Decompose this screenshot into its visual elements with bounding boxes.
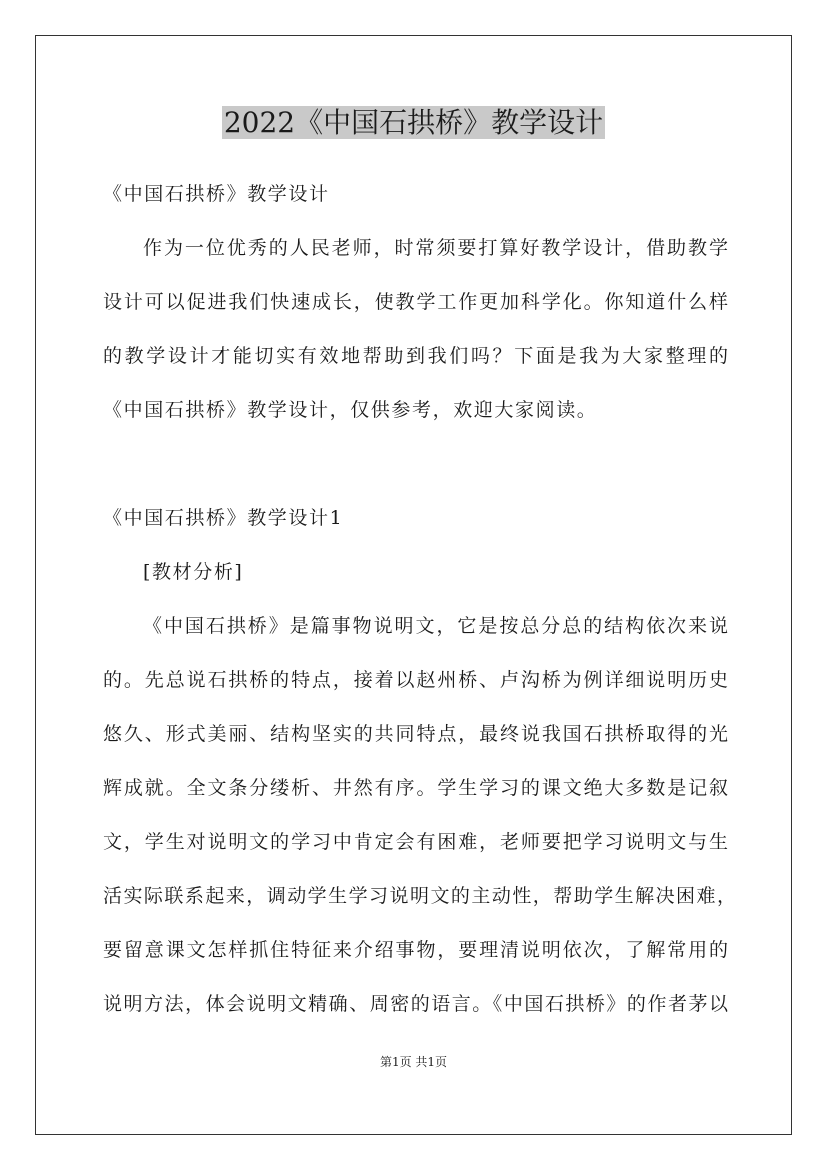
body-line-7: 要留意课文怎样抓住特征来介绍事物，要理清说明依次，了解常用的 (103, 939, 728, 961)
body-line-4: 辉成就。全文条分缕析、井然有序。学生学习的课文绝大多数是记叙 (103, 777, 728, 799)
body-line-2: 的。先总说石拱桥的特点，接着以赵州桥、卢沟桥为例详细说明历史 (103, 669, 728, 691)
intro-line-3: 的教学设计才能切实有效地帮助到我们吗？下面是我为大家整理的 (103, 345, 728, 367)
body-line-6: 活实际联系起来，调动学生学习说明文的主动性，帮助学生解决困难， (103, 885, 736, 907)
body-line-5: 文，学生对说明文的学习中肯定会有困难，老师要把学习说明文与生 (103, 831, 728, 853)
subsection-heading: [教材分析] (143, 561, 244, 583)
section-title: 《中国石拱桥》教学设计1 (103, 507, 344, 529)
document-title: 2022《中国石拱桥》教学设计 (223, 106, 604, 139)
intro-line-4: 《中国石拱桥》教学设计，仅供参考，欢迎大家阅读。 (103, 399, 598, 421)
page-footer: 第1页 共1页 (379, 1055, 448, 1069)
body-line-3: 悠久、形式美丽、结构坚实的共同特点，最终说我国石拱桥取得的光 (103, 723, 728, 745)
body-line-1: 《中国石拱桥》是篇事物说明文，它是按总分总的结构依次来说 (143, 615, 728, 637)
intro-line-1: 作为一位优秀的人民老师，时常须要打算好教学设计，借助教学 (143, 237, 728, 259)
body-line-8: 说明方法，体会说明文精确、周密的语言。《中国石拱桥》的作者茅以 (103, 993, 728, 1015)
intro-line-2: 设计可以促进我们快速成长，使教学工作更加科学化。你知道什么样 (103, 291, 728, 313)
subtitle: 《中国石拱桥》教学设计 (103, 183, 330, 205)
document-title-wrap (0, 103, 827, 143)
